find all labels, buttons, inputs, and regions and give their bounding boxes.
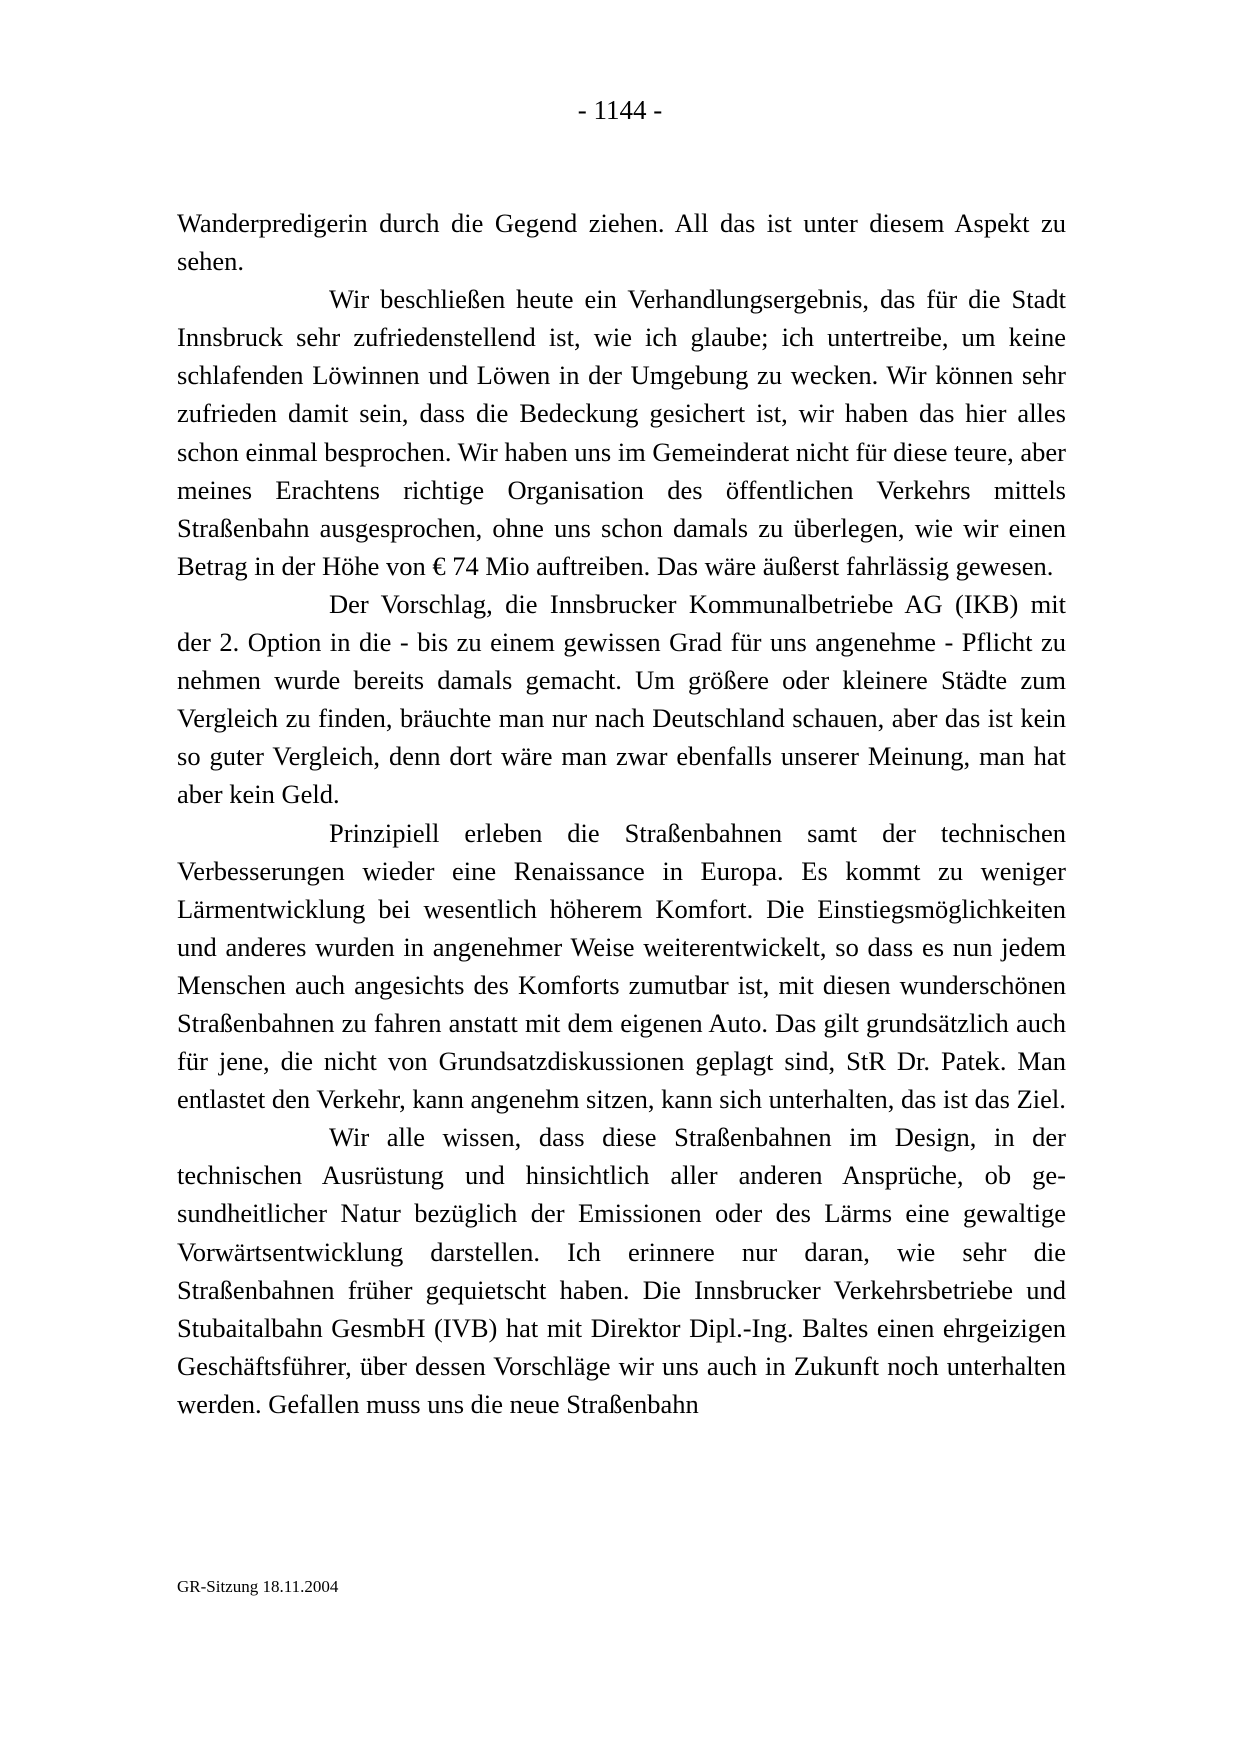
footer-session-date: GR-Sitzung 18.11.2004 — [177, 1577, 339, 1596]
body-text — [177, 204, 1066, 1423]
paragraph: Wir beschließen heute ein Verhandlungsergebnis, das für die Stadt Innsbruck sehr zufriedenstellend ist, wie ich glaube; ich untertreibe, um keine schlafenden Löwinnen und Löwen in der Umgebung zu wecken. Wir können sehr zufrieden damit sein, dass die Bedeckung gesichert ist, wir haben das hier alles schon einmal besprochen. Wir haben uns im Gemeinderat nicht für diese teure, aber meines Erachtens richtige Organisation des öffentlichen Verkehrs mittels Straßenbahn ausgesprochen, ohne uns schon damals zu überlegen, wie wir einen Betrag in der Höhe von € 74 Mio auftreiben. Das wäre äußerst fahrlässig gewesen. — [177, 284, 1066, 581]
page-number: - 1144 - — [577, 95, 663, 125]
paragraph: Wanderpredigerin durch die Gegend ziehen. All das ist unter diesem Aspekt zu sehen. — [177, 208, 1066, 277]
paragraph: Prinzipiell erleben die Straßenbahnen samt der technischen Verbesserungen wieder eine Renaissance in Europa. Es kommt zu weniger Lärmentwicklung bei wesentlich höherem Komfort. Die Einstiegsmöglichkeiten und anderes wurden in angenehmer Weise weiterentwickelt, so dass es nun jedem Menschen auch angesichts des Komforts zumutbar ist, mit diesen wunderschönen Straßenbahnen zu fahren anstatt mit dem eigenen Auto. Das gilt grundsätzlich auch für jene, die nicht von Grundsatzdiskussionen geplagt sind, StR Dr. Patek. Man entlastet den Verkehr, kann angenehm sitzen, kann sich unterhalten, das ist das Ziel. — [177, 817, 1066, 1115]
paragraph: Wir alle wissen, dass diese Straßenbahnen im Design, in der technischen Ausrüstung und hinsichtlich aller anderen Ansprüche, ob gesundheitlicher Natur bezüglich der Emissionen oder des Lärms eine gewaltige Vorwärtsentwicklung darstellen. Ich erinnere nur daran, wie sehr die Straßenbahnen früher gequietscht haben. Die Innsbrucker Verkehrsbetriebe und Stubaitalbahn GesmbH (IVB) hat mit Direktor Dipl.-Ing. Baltes einen ehrgeizigen Geschäftsführer, über dessen Vorschläge wir uns auch in Zukunft noch unterhalten werden. Gefallen muss uns die neue Straßenbahn — [177, 1122, 1066, 1419]
paragraph: Der Vorschlag, die Innsbrucker Kommunalbetriebe AG (IKB) mit der 2. Option in die - bis zu einem gewissen Grad für uns angenehme - Pflicht zu nehmen wurde bereits damals gemacht. Um größere oder kleinere Städte zum Vergleich zu finden, bräuchte man nur nach Deutschland schauen, aber das ist kein so guter Vergleich, denn dort wäre man zwar ebenfalls unserer Meinung, man hat aber kein Geld. — [177, 588, 1066, 810]
